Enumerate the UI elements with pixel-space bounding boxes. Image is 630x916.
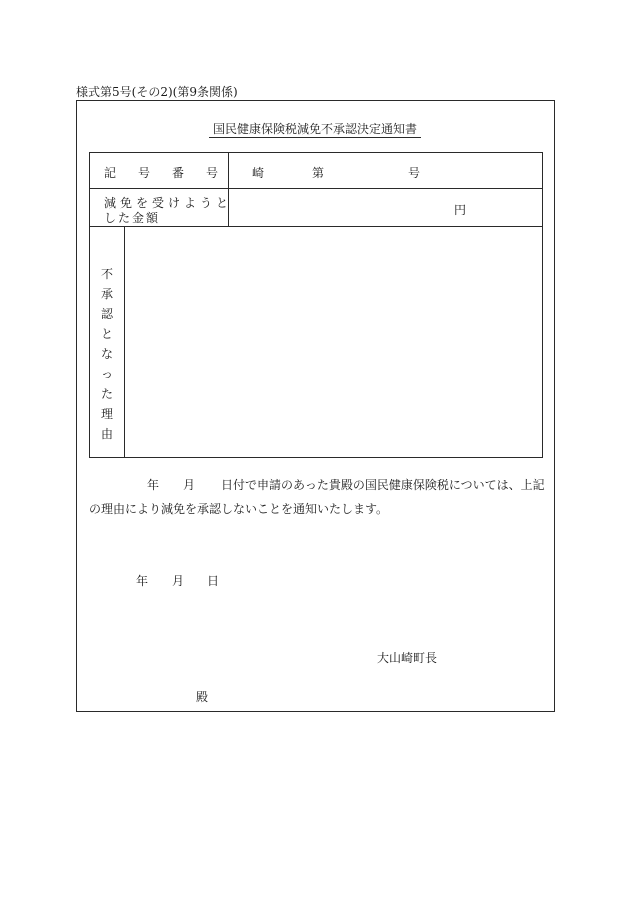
form-number-label: 様式第5号(その2)(第9条関係) — [76, 85, 238, 99]
reduction-amount-label-line2: した金額 — [104, 211, 161, 225]
issue-date-month: 月 — [172, 574, 185, 588]
notice-line-2: の理由により減免を承認しないことを通知いたします。 — [89, 502, 389, 516]
reduction-amount-label-line1: 減免を受けようと — [104, 196, 233, 210]
notice-body — [89, 473, 549, 521]
code-number-label: 記号番号 — [104, 166, 241, 180]
notice-line1-text: 日付で申請のあった貴殿の国民健康保険税については、上記 — [221, 478, 545, 492]
issue-date-day: 日 — [207, 574, 220, 588]
table-divider-row1 — [89, 188, 543, 189]
document-title — [0, 120, 630, 137]
issue-date-year: 年 — [136, 574, 149, 588]
issuer-name: 大山崎町長 — [377, 651, 438, 665]
notice-month: 月 — [183, 478, 196, 492]
reason-label: 不承認となった理由 — [100, 267, 113, 441]
document-title-text: 国民健康保険税減免不承認決定通知書 — [209, 122, 421, 138]
code-number-prefix: 崎 — [252, 166, 265, 180]
notice-line-1 — [89, 473, 549, 497]
reason-content-area — [125, 227, 542, 457]
reduction-amount-unit: 円 — [454, 203, 467, 217]
code-number-dai: 第 — [312, 166, 325, 180]
code-number-go: 号 — [408, 166, 421, 180]
notice-year: 年 — [147, 478, 160, 492]
addressee-honorific: 殿 — [196, 690, 209, 704]
